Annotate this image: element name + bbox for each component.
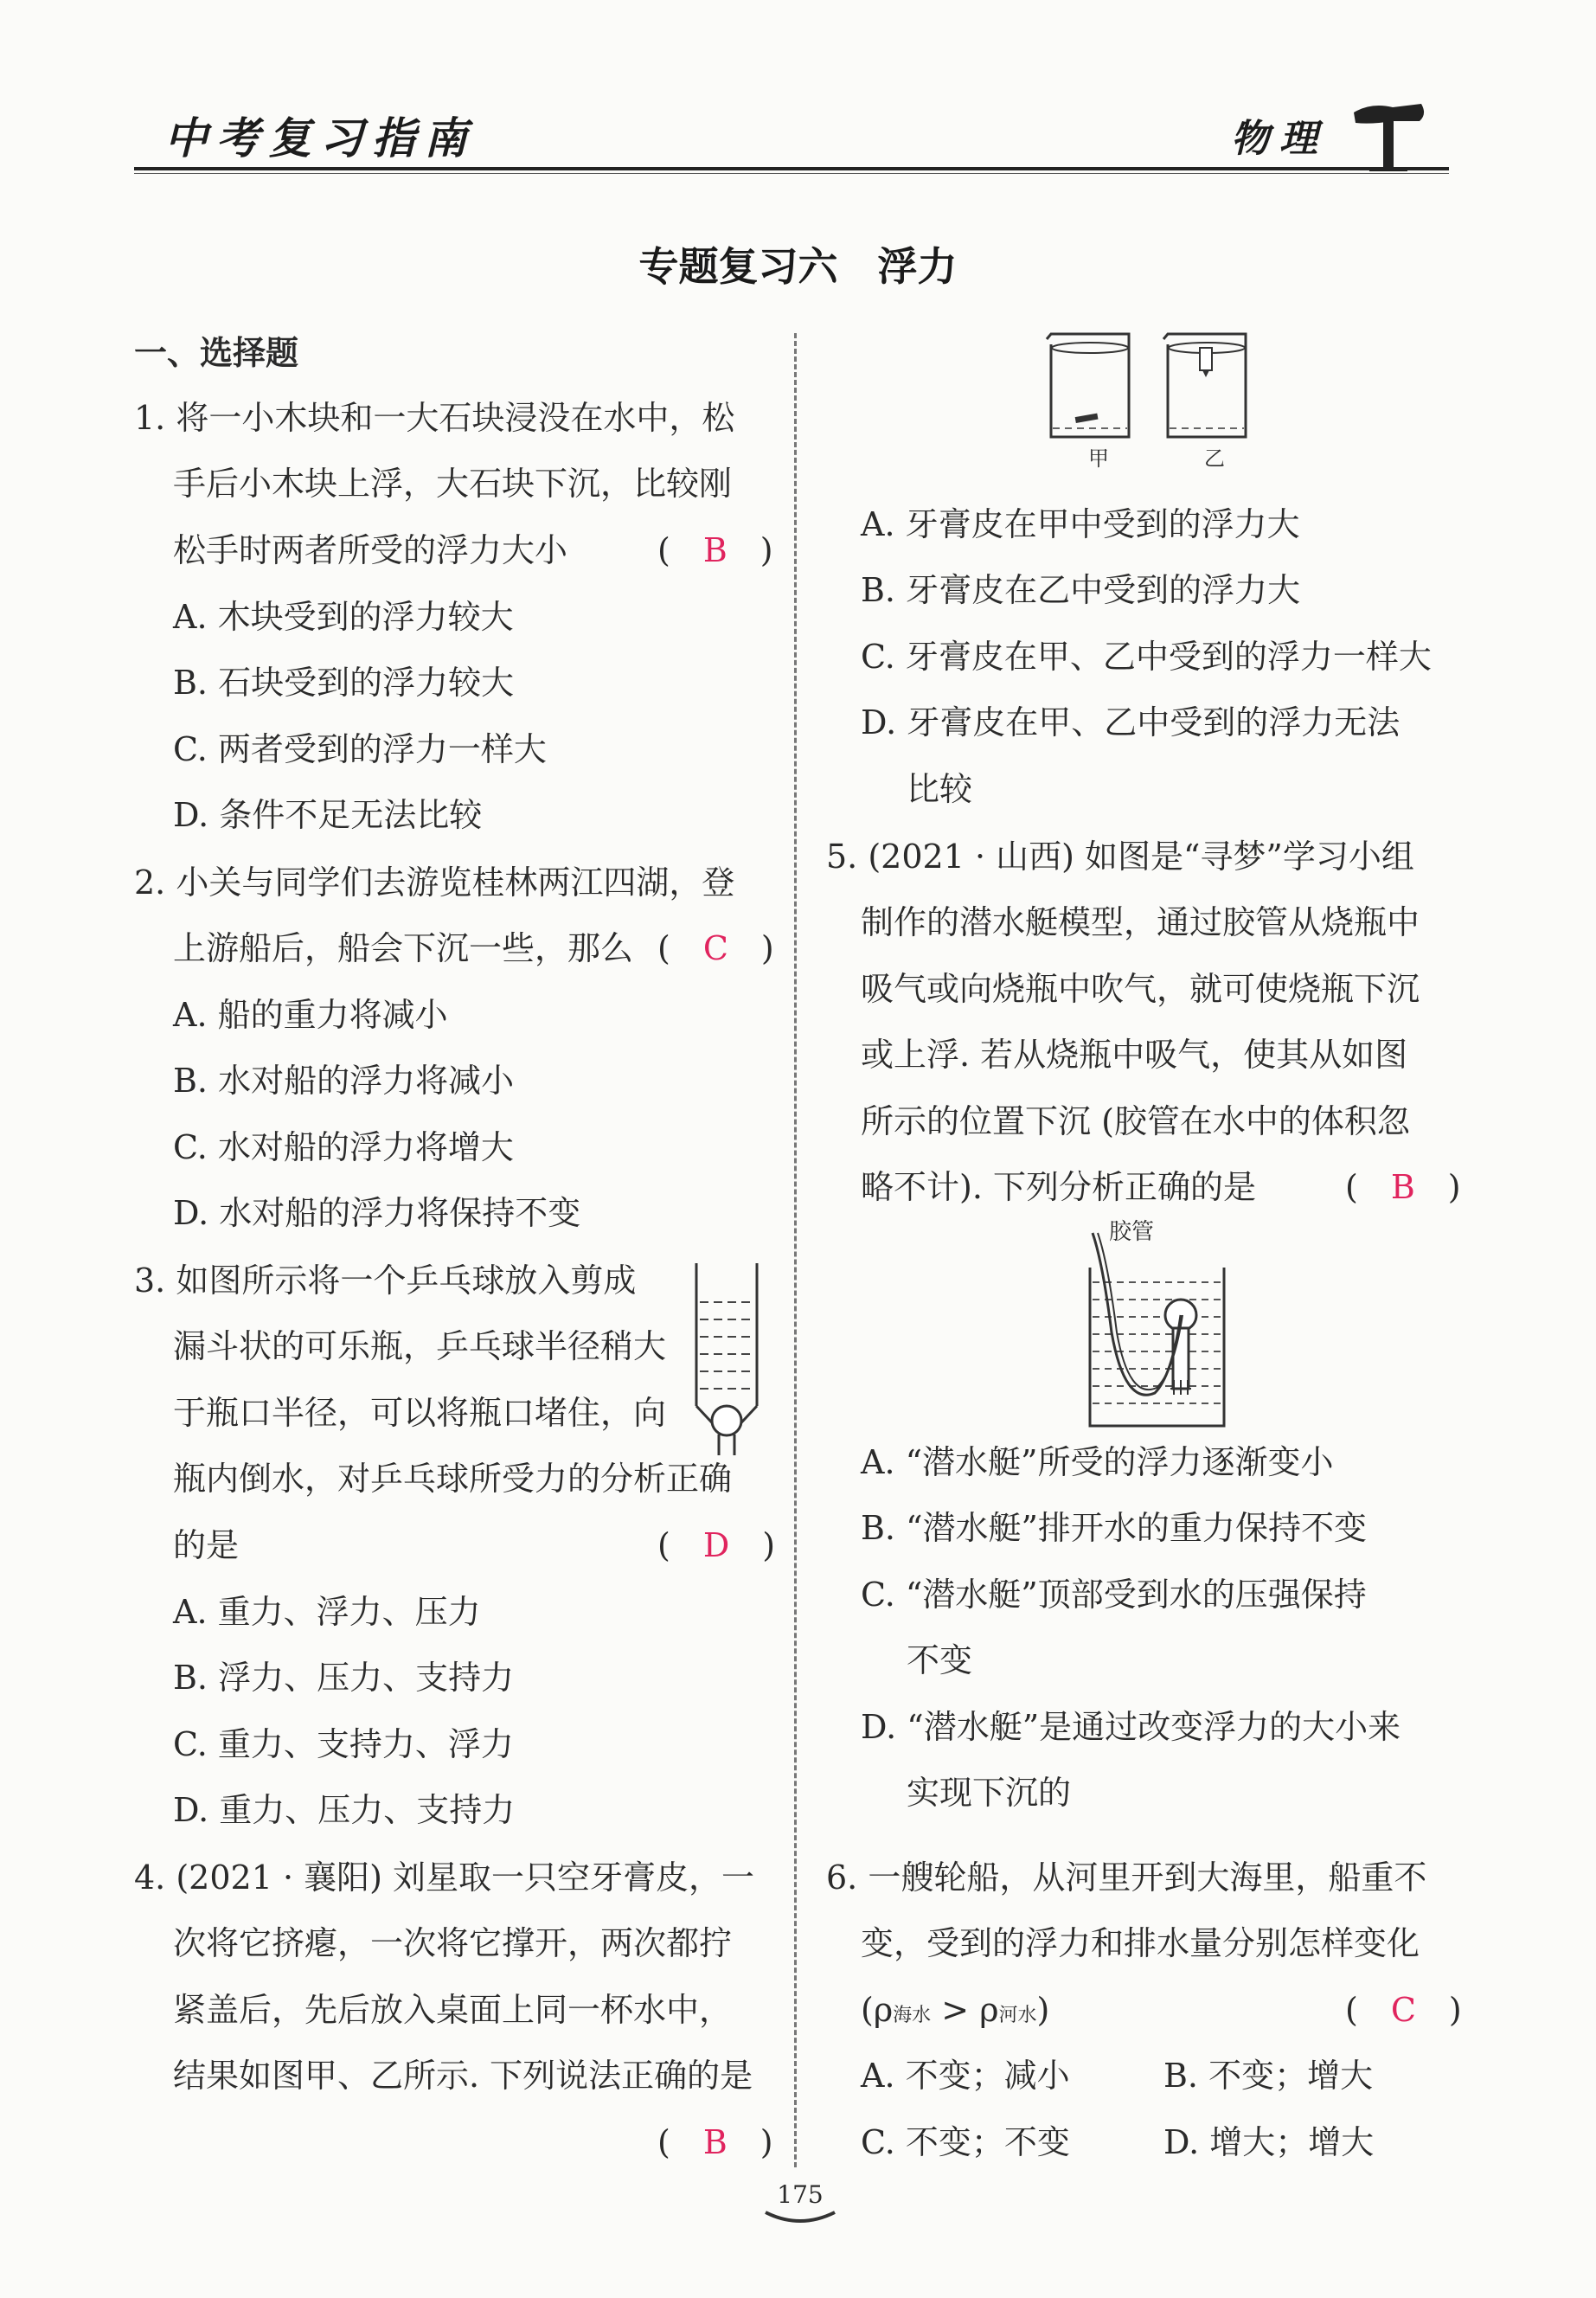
q5-line-4: 或上浮. 若从烧瓶中吸气，使其从如图 xyxy=(861,1036,1408,1074)
q3-option-b: B. 浮力、压力、支持力 xyxy=(173,1659,515,1697)
subject-title: 物理 xyxy=(1231,117,1328,161)
q4-line-3: 紧盖后，先后放入桌面上同一杯水中， xyxy=(173,1991,733,2029)
q4-option-c: C. 牙膏皮在甲、乙中受到的浮力一样大 xyxy=(861,638,1432,676)
q6-density-condition: (ρ海水 > ρ河水) xyxy=(861,1991,1050,2029)
q5-line-3: 吸气或向烧瓶中吹气，就可使烧瓶下沉 xyxy=(861,970,1420,1008)
q5-line-1: 5. (2021 · 山西) 如图是“寻梦”学习小组 xyxy=(826,838,1414,876)
q3-line-4: 瓶内倒水，对乒乓球所受力的分析正确 xyxy=(173,1460,733,1498)
q3-option-c: C. 重力、支持力、浮力 xyxy=(173,1725,514,1763)
q5-line-2: 制作的潜水艇模型，通过胶管从烧瓶中 xyxy=(861,903,1420,941)
q2-option-b: B. 水对船的浮力将减小 xyxy=(173,1062,515,1100)
header-rule-thin xyxy=(134,173,1449,174)
q5-line-5: 所示的位置下沉 (胶管在水中的体积忽 xyxy=(861,1102,1410,1140)
q3-option-d: D. 重力、压力、支持力 xyxy=(173,1791,516,1829)
q3-line-5: 的是 xyxy=(173,1526,240,1564)
header-rule xyxy=(134,167,1449,170)
q2-line-2: 上游船后，船会下沉一些，那么 xyxy=(173,929,634,967)
q4-line-1: 4. (2021 · 襄阳) 刘星取一只空牙膏皮，一 xyxy=(134,1858,755,1897)
page-number-swoosh-icon xyxy=(761,2209,839,2226)
q1-answer: ( B ) xyxy=(657,531,773,569)
q3-bottle-figure xyxy=(688,1263,766,1462)
q5-option-b: B. “潜水艇”排开水的重力保持不变 xyxy=(861,1509,1367,1547)
q5-option-c-cont: 不变 xyxy=(907,1641,973,1679)
q1-option-b: B. 石块受到的浮力较大 xyxy=(173,664,515,702)
q4-option-d-cont: 比较 xyxy=(907,770,973,808)
q5-answer: ( B ) xyxy=(1345,1168,1461,1206)
q5-submarine-figure xyxy=(1086,1229,1241,1432)
signpost-logo-icon xyxy=(1345,95,1432,173)
page-title: 专题复习六 浮力 xyxy=(638,243,958,290)
q1-option-a: A. 木块受到的浮力较大 xyxy=(173,598,514,636)
page-header xyxy=(134,95,1449,170)
section-heading: 一、选择题 xyxy=(134,334,299,372)
q3-line-2: 漏斗状的可乐瓶，乒乓球半径稍大 xyxy=(173,1327,667,1365)
q5-option-d: D. “潜水艇”是通过改变浮力的大小来 xyxy=(861,1708,1401,1746)
q5-option-a: A. “潜水艇”所受的浮力逐渐变小 xyxy=(861,1443,1334,1481)
q3-option-a: A. 重力、浮力、压力 xyxy=(173,1593,481,1631)
page-number: 175 xyxy=(761,2180,839,2226)
q6-option-c: C. 不变；不变 xyxy=(861,2123,1070,2161)
q6-option-d: D. 增大；增大 xyxy=(1163,2123,1375,2161)
q5-option-d-cont: 实现下沉的 xyxy=(907,1774,1072,1812)
q1-line-3: 松手时两者所受的浮力大小 xyxy=(173,531,568,569)
q3-answer: ( D ) xyxy=(657,1526,776,1564)
q2-option-a: A. 船的重力将减小 xyxy=(173,996,448,1034)
q1-option-d: D. 条件不足无法比较 xyxy=(173,796,483,834)
q5-line-6: 略不计). 下列分析正确的是 xyxy=(861,1168,1256,1206)
q2-option-d: D. 水对船的浮力将保持不变 xyxy=(173,1194,581,1232)
q3-line-1: 3. 如图所示将一个乒乓球放入剪成 xyxy=(134,1261,637,1300)
q4-option-b: B. 牙膏皮在乙中受到的浮力大 xyxy=(861,571,1301,609)
book-title: 中考复习指南 xyxy=(164,112,476,164)
q4-line-4: 结果如图甲、乙所示. 下列说法正确的是 xyxy=(173,2057,753,2095)
q6-line-2: 变，受到的浮力和排水量分别怎样变化 xyxy=(861,1924,1420,1962)
q4-fig-label-yi: 乙 xyxy=(1204,446,1225,471)
q4-option-d: D. 牙膏皮在甲、乙中受到的浮力无法 xyxy=(861,703,1401,741)
q1-line-1: 1. 将一小木块和一大石块浸没在水中，松 xyxy=(134,399,735,437)
q4-answer: ( B ) xyxy=(657,2123,773,2161)
q4-beakers-figure xyxy=(1042,329,1267,450)
q1-line-2: 手后小木块上浮，大石块下沉，比较刚 xyxy=(173,465,733,503)
q4-fig-label-jia: 甲 xyxy=(1088,446,1109,471)
q4-line-2: 次将它挤瘪，一次将它撑开，两次都拧 xyxy=(173,1924,733,1962)
q1-option-c: C. 两者受到的浮力一样大 xyxy=(173,730,547,768)
q2-answer: ( C ) xyxy=(657,929,774,967)
q6-line-1: 6. 一艘轮船，从河里开到大海里，船重不 xyxy=(826,1858,1427,1897)
q2-option-c: C. 水对船的浮力将增大 xyxy=(173,1128,514,1166)
q6-option-b: B. 不变；增大 xyxy=(1163,2057,1374,2095)
q5-option-c: C. “潜水艇”顶部受到水的压强保持 xyxy=(861,1576,1367,1614)
column-divider xyxy=(794,333,797,2167)
q6-answer: ( C ) xyxy=(1345,1991,1462,2029)
q5-fig-label: 胶管 xyxy=(1109,1219,1155,1245)
q4-option-a: A. 牙膏皮在甲中受到的浮力大 xyxy=(861,505,1300,543)
q6-option-a: A. 不变；减小 xyxy=(861,2057,1070,2095)
q2-line-1: 2. 小关与同学们去游览桂林两江四湖，登 xyxy=(134,863,735,902)
q3-line-3: 于瓶口半径，可以将瓶口堵住，向 xyxy=(173,1394,667,1432)
